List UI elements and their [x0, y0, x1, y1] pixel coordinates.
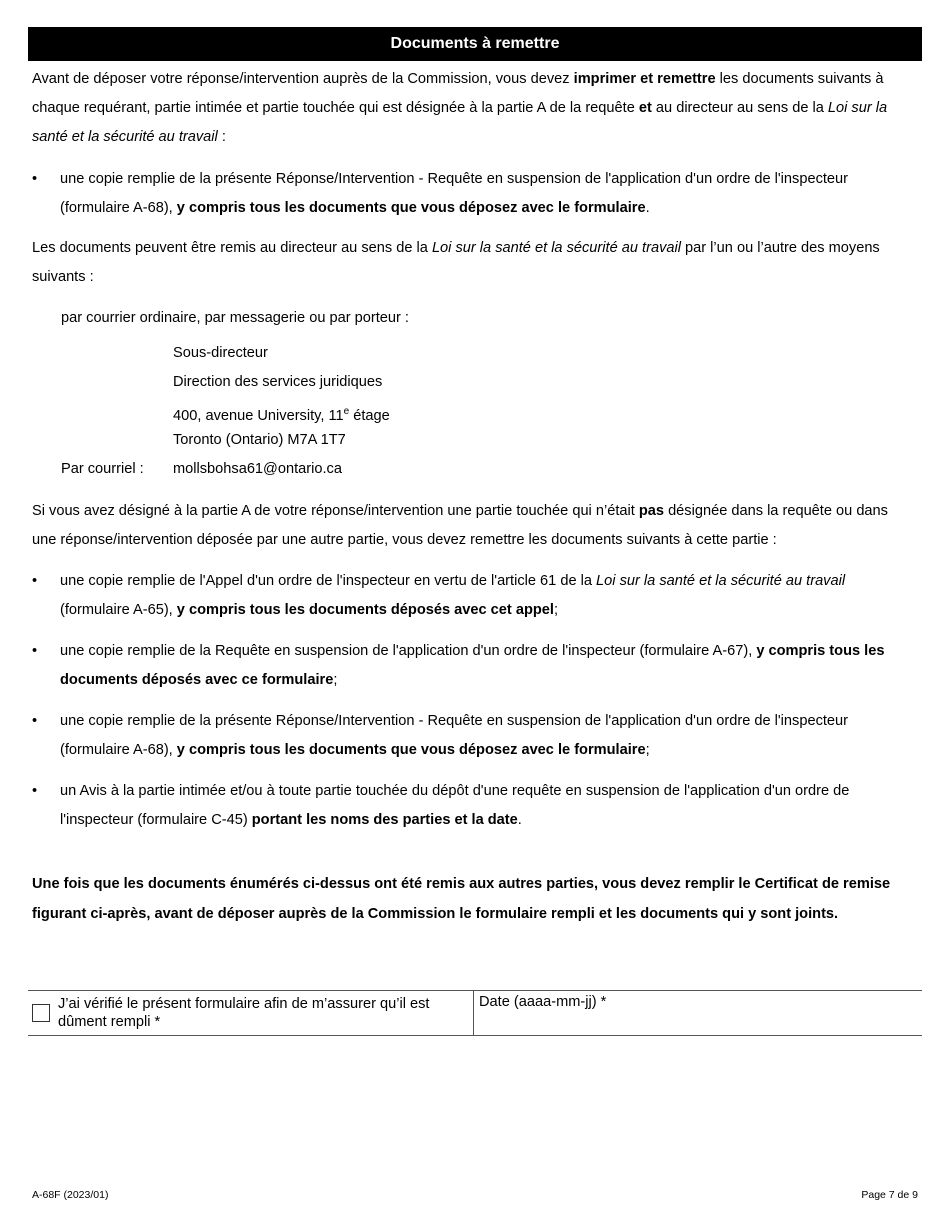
- affected-party-paragraph: Si vous avez désigné à la partie A de votre réponse/intervention une partie touchée qui n’était pas désignée dans la requête ou dans une réponse/intervention déposée par une autre partie, vous devez remettre les documents suivants à cette partie :: [32, 503, 888, 548]
- verification-row: [28, 990, 922, 1036]
- email-address: mollsbohsa61@ontario.ca: [173, 461, 342, 477]
- date-label: Date (aaaa-mm-jj) *: [479, 994, 607, 1010]
- verification-cell: [28, 991, 474, 1035]
- list-item: • une copie remplie de l'Appel d'un ordre de l'inspecteur en vertu de l'article 61 de la Loi sur la santé et la sécurité au travail (formulaire A-65), y compris tous les documents déposés avec cet appel;: [32, 573, 846, 618]
- verification-label: J’ai vérifié le présent formulaire afin de m’assurer qu’il est dûment rempli *: [58, 996, 430, 1030]
- list-item: • une copie remplie de la présente Réponse/Intervention - Requête en suspension de l'application d'un ordre de l'inspecteur (formulaire A-68), y compris tous les documents que vous déposez avec le formulaire.: [32, 171, 849, 216]
- list-item: • une copie remplie de la Requête en suspension de l'application d'un ordre de l'inspecteur (formulaire A-67), y compris tous les documents déposés avec ce formulaire;: [32, 643, 885, 688]
- list-item: • une copie remplie de la présente Réponse/Intervention - Requête en suspension de l'application d'un ordre de l'inspecteur (formulaire A-68), y compris tous les documents que vous déposez avec le formulaire;: [32, 713, 849, 758]
- list-item: • un Avis à la partie intimée et/ou à toute partie touchée du dépôt d'une requête en suspension de l'application d'un ordre de l'inspecteur (formulaire C-45) portant les noms des parties et la date.: [32, 783, 850, 828]
- address-line: 400, avenue University, 11e étage: [173, 406, 390, 424]
- form-code: A-68F (2023/01): [32, 1189, 109, 1201]
- verification-checkbox[interactable]: [32, 1004, 50, 1022]
- address-line: Direction des services juridiques: [173, 374, 383, 390]
- delivery-means-paragraph: Les documents peuvent être remis au directeur au sens de la Loi sur la santé et la sécurité au travail par l’un ou l’autre des moyens suivants :: [32, 240, 880, 285]
- email-label: Par courriel :: [61, 461, 144, 477]
- final-instruction: Une fois que les documents énumérés ci-dessus ont été remis aux autres parties, vous devez remplir le Certificat de remise figurant ci-après, avant de déposer auprès de la Commission le formulaire rempli et les documents qui y sont joints.: [32, 876, 891, 922]
- date-field[interactable]: [474, 991, 922, 1035]
- section-title: Documents à remettre: [28, 27, 922, 61]
- address-line: Sous-directeur: [173, 345, 268, 361]
- page-number: Page 7 de 9: [861, 1189, 918, 1201]
- mail-delivery-label: par courrier ordinaire, par messagerie ou par porteur :: [61, 310, 409, 326]
- intro-paragraph: Avant de déposer votre réponse/intervention auprès de la Commission, vous devez imprimer et remettre les documents suivants à chaque requérant, partie intimée et partie touchée qui est désignée à la partie A de la requête et au directeur au sens de la Loi sur la santé et la sécurité au travail :: [32, 71, 888, 145]
- address-line: Toronto (Ontario) M7A 1T7: [173, 432, 346, 448]
